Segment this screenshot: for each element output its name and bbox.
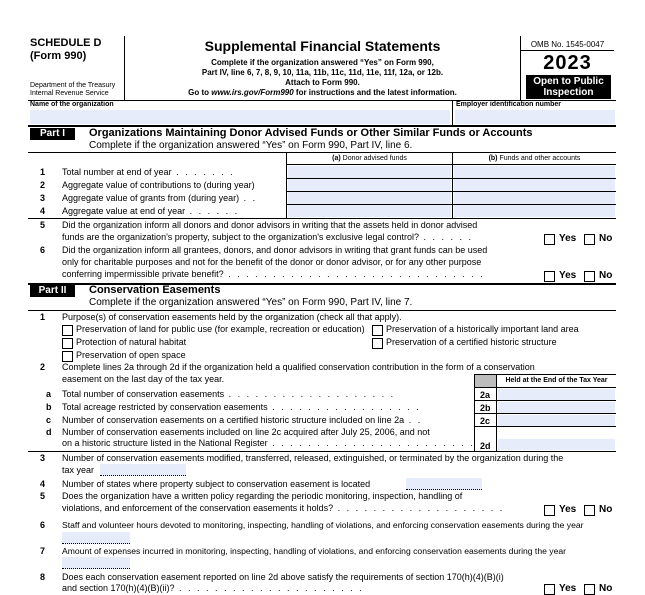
p1-row1-num: 1: [40, 167, 46, 177]
p2-line8-num: 8: [40, 572, 46, 582]
p1-row2-label: [62, 180, 255, 191]
col-header-rule: [286, 164, 616, 165]
p1-line6-text-b: only for charitable purposes and not for the benefit of the donor or donor advisor, or for any other purpose: [62, 257, 482, 267]
col-b-letter: (b): [488, 155, 498, 162]
omb-rule: [521, 50, 614, 51]
line2-box-header-rule: [474, 387, 616, 388]
part1-rule: [28, 152, 616, 153]
p1-row1-label: Total number at end of year . . . . . . .: [62, 167, 235, 177]
p1-row4-rule: [28, 218, 616, 219]
purpose-open-space-label: Preservation of open space: [76, 350, 186, 360]
p2-line6-num: 6: [40, 520, 46, 530]
p1-line6-text-c-wrap: conferring impermissible private benefit? . . . . . . . . . . . . . . . . . . . . . . . . . . . . .: [62, 269, 485, 279]
part1-tag: Part I: [30, 128, 75, 140]
part2-title: Conservation Easements: [89, 284, 221, 296]
part2-tag: Part II: [30, 285, 75, 297]
p2-2a-field[interactable]: [498, 389, 615, 400]
p2-2c-rule: [474, 426, 616, 427]
p1-line5-text-b-wrap: funds are the organization's property, subject to the organization's exclusive legal control? . . . . . .: [62, 232, 473, 242]
instruction-4: [125, 88, 520, 97]
p2-2c-label: Number of conservation easements on a certified historic structure included on line 2a . .: [62, 415, 423, 425]
purpose-historic-land-checkbox[interactable]: [372, 325, 383, 336]
p2-2d-letter: d: [46, 427, 52, 437]
p2-line4-text: Number of states where property subject to conservation easement is located: [62, 479, 371, 489]
part1-subtitle: Complete if the organization answered “Yes” on Form 990, Part IV, line 6.: [89, 140, 413, 151]
dept-line1: Department of the Treasury: [30, 82, 116, 89]
p2-line6-text: Staff and volunteer hours devoted to monitoring, inspecting, handling of violations, and enforcing conservation easements during the year: [62, 520, 584, 530]
p2-2d-box-label: 2d: [480, 441, 491, 451]
tax-year: 2023: [543, 52, 592, 74]
part2-rule: [28, 310, 616, 311]
p2-2b-label: Total acreage restricted by conservation easements . . . . . . . . . . . . . . . . .: [62, 402, 421, 412]
p2-line3-text-a: Number of conservation easements modified, transferred, released, extinguished, or terminated by the organization during the: [62, 453, 564, 463]
p2-2c-text: Number of conservation easements on a certified historic structure included on line 2a: [62, 415, 405, 425]
purpose-historic-structure-label: Preservation of a certified historic structure: [386, 337, 557, 347]
p2-2b-rule: [474, 413, 616, 414]
p1-row2-col-a[interactable]: [288, 179, 451, 191]
p1-row2-text: Aggregate value of contributions to (during year): [62, 180, 255, 190]
p1-row4-label: Aggregate value at end of year . . . . . .: [62, 206, 240, 216]
p2-line7-text: Amount of expenses incurred in monitoring, inspecting, handling of violations, and enforcing conservation easements during the year: [62, 546, 566, 556]
p1-row3-num: 3: [40, 193, 46, 203]
p2-line5-yes-checkbox[interactable]: [544, 505, 555, 516]
open-inspection-badge: [526, 75, 611, 99]
p2-2b-text: Total acreage restricted by conservation easements: [62, 402, 268, 412]
p1-row1-text: Total number at end of year: [62, 167, 172, 177]
p2-2a-box-label: 2a: [480, 390, 491, 400]
p2-line4-field[interactable]: [406, 478, 482, 490]
p2-line2-num: 2: [40, 362, 46, 372]
p2-line8-yes-label: Yes: [559, 583, 577, 594]
p2-2b-box-label: 2b: [480, 403, 491, 413]
form-number: (Form 990): [30, 50, 87, 62]
p1-line6-yes-label: Yes: [559, 270, 577, 281]
p2-line5-text-b: violations, and enforcement of the conservation easements it holds?: [62, 503, 334, 513]
part1-title: Organizations Maintaining Donor Advised Funds or Other Similar Funds or Accounts: [89, 127, 533, 139]
p2-line6-field[interactable]: [62, 532, 130, 544]
col-a-letter: (a): [332, 155, 341, 162]
purpose-historic-structure-checkbox[interactable]: [372, 338, 383, 349]
p2-line4-num: 4: [40, 479, 46, 489]
p1-line6-text-c: conferring impermissible private benefit?: [62, 269, 224, 279]
p1-line6-num: 6: [40, 245, 46, 255]
p2-2d-text-a: Number of conservation easements included on line 2c acquired after July 25, 2006, and not: [62, 427, 430, 437]
p1-row2-num: 2: [40, 180, 46, 190]
p1-row2-col-b[interactable]: [454, 179, 615, 191]
p2-line7-field[interactable]: [62, 557, 130, 569]
p1-line6-yes-checkbox[interactable]: [544, 271, 555, 282]
p1-line5-num: 5: [40, 220, 46, 230]
p2-line1-num: 1: [40, 312, 46, 322]
ein-label: Employer identification number: [456, 101, 562, 108]
p2-2d-label: on a historic structure listed in the National Register . . . . . . . . . . . . . . . . . . . . . . .: [62, 438, 475, 448]
p1-line6-no-checkbox[interactable]: [584, 271, 595, 282]
instruction-3: Attach to Form 990.: [285, 78, 360, 87]
purpose-public-use-checkbox[interactable]: [62, 325, 73, 336]
p1-row3-col-b[interactable]: [454, 192, 615, 204]
purpose-habitat-label: Protection of natural habitat: [76, 337, 187, 347]
p2-2b-letter: b: [46, 402, 52, 412]
p2-line7-num: 7: [40, 546, 46, 556]
p1-row3-col-a[interactable]: [288, 192, 451, 204]
p2-line1-text: Purpose(s) of conservation easements held by the organization (check all that apply).: [62, 312, 402, 322]
part2-subtitle: Complete if the organization answered “Yes” on Form 990, Part IV, line 7.: [89, 297, 413, 308]
p2-2a-text: Total number of conservation easements: [62, 389, 225, 399]
p2-2d-rule: [28, 451, 616, 452]
ein-divider: [452, 100, 453, 125]
line2-header-shade: [475, 375, 496, 387]
p2-line8-label: and section 170(h)(4)(B)(ii)? . . . . . . . . . . . . . . . . . . . . .: [62, 583, 364, 593]
schedule-label: SCHEDULE D: [30, 37, 102, 49]
p2-2d-text-b: on a historic structure listed in the National Register: [62, 438, 268, 448]
form-title: Supplemental Financial Statements: [204, 38, 441, 54]
irs-link[interactable]: www.irs.gov/Form990: [211, 88, 294, 97]
instruction-4-post: for instructions and the latest information.: [293, 88, 457, 97]
p2-line8-text-a: Does each conservation easement reported on line 2d above satisfy the requirements of section 170(h)(4)(B)(i): [62, 572, 504, 582]
p2-2a-rule: [474, 400, 616, 401]
p2-line5-no-label: No: [599, 504, 613, 515]
open-line2: Inspection: [543, 87, 594, 98]
purpose-public-use-label: Preservation of land for public use (for example, recreation or education): [76, 324, 365, 334]
p1-line5-yes-label: Yes: [559, 233, 577, 244]
p1-row1-col-b[interactable]: [454, 166, 615, 178]
p1-line5-no-label: No: [599, 233, 613, 244]
dept-line2: Internal Revenue Service: [30, 90, 109, 97]
p2-line3-text-b: tax year: [62, 465, 95, 475]
p2-2d-field[interactable]: [498, 439, 615, 450]
p1-row4-text: Aggregate value at end of year: [62, 206, 186, 216]
purpose-historic-land-label: Preservation of a historically important land area: [386, 324, 579, 334]
p2-2c-field[interactable]: [498, 415, 615, 426]
col-b-header: [453, 155, 616, 162]
p2-line5-num: 5: [40, 491, 46, 501]
p2-line3-field[interactable]: [100, 464, 186, 476]
p2-line2-text-b: easement on the last day of the tax year.: [62, 374, 225, 384]
p1-row4-col-b[interactable]: [454, 205, 615, 217]
org-name-field[interactable]: [30, 110, 450, 124]
instruction-1: Complete if the organization answered “Yes” on Form 990,: [211, 58, 434, 67]
col-a-title: Donor advised funds: [340, 155, 407, 162]
p1-line6-text-a: Did the organization inform all grantees, donors, and donor advisors in writing that grant funds can be used: [62, 245, 488, 255]
p2-2a-label: Total number of conservation easements . . . . . . . . . . . . . . . . . . .: [62, 389, 396, 399]
p2-line5-label: violations, and enforcement of the conservation easements it holds? . . . . . . . . . . . . . . . . . . .: [62, 503, 505, 513]
p2-2c-box-label: 2c: [480, 416, 491, 426]
p2-line5-text-a: Does the organization have a written policy regarding the periodic monitoring, inspection, handling of: [62, 491, 463, 501]
p2-line5-no-checkbox[interactable]: [584, 505, 595, 516]
p1-row4-col-a[interactable]: [288, 205, 451, 217]
p1-line5-text-a: Did the organization inform all donors and donor advisors in writing that the assets held in donor advised: [62, 220, 478, 230]
p2-line2-text-a: Complete lines 2a through 2d if the organization held a qualified conservation contribution in the form of a conservation: [62, 362, 535, 372]
p2-line8-text-b: and section 170(h)(4)(B)(ii)?: [62, 583, 175, 593]
col-a-header: [287, 155, 452, 162]
purpose-open-space-checkbox[interactable]: [62, 351, 73, 362]
ein-field[interactable]: [455, 110, 615, 124]
p1-row3-label: Aggregate value of grants from (during year) . .: [62, 193, 258, 203]
org-name-label: Name of the organization: [30, 101, 114, 108]
p1-line5-yes-checkbox[interactable]: [544, 234, 555, 245]
line2-box-top: [474, 374, 616, 375]
instruction-2: Part IV, line 6, 7, 8, 9, 10, 11a, 11b, 11c, 11d, 11e, 11f, 12a, or 12b.: [201, 68, 444, 77]
p1-line5-no-checkbox[interactable]: [584, 234, 595, 245]
held-at-end-header: Held at the End of the Tax Year: [505, 377, 608, 384]
p2-2c-letter: c: [46, 415, 52, 425]
p1-row4-num: 4: [40, 206, 46, 216]
omb-number: OMB No. 1545-0047: [530, 40, 605, 49]
p1-row1-col-a[interactable]: [288, 166, 451, 178]
col-b-title: Funds and other accounts: [497, 155, 581, 162]
instruction-4-pre: Go to: [188, 88, 212, 97]
purpose-habitat-checkbox[interactable]: [62, 338, 73, 349]
p1-line5-text-b: funds are the organization's property, subject to the organization's exclusive legal control?: [62, 232, 419, 242]
p2-line3-num: 3: [40, 453, 46, 463]
open-line1: Open to Public: [533, 76, 604, 87]
p2-2a-letter: a: [46, 389, 52, 399]
p2-2b-field[interactable]: [498, 402, 615, 413]
p1-line6-no-label: No: [599, 270, 613, 281]
p1-row3-text: Aggregate value of grants from (during year): [62, 193, 240, 203]
p2-line8-no-label: No: [599, 583, 613, 594]
p2-line5-yes-label: Yes: [559, 504, 577, 515]
